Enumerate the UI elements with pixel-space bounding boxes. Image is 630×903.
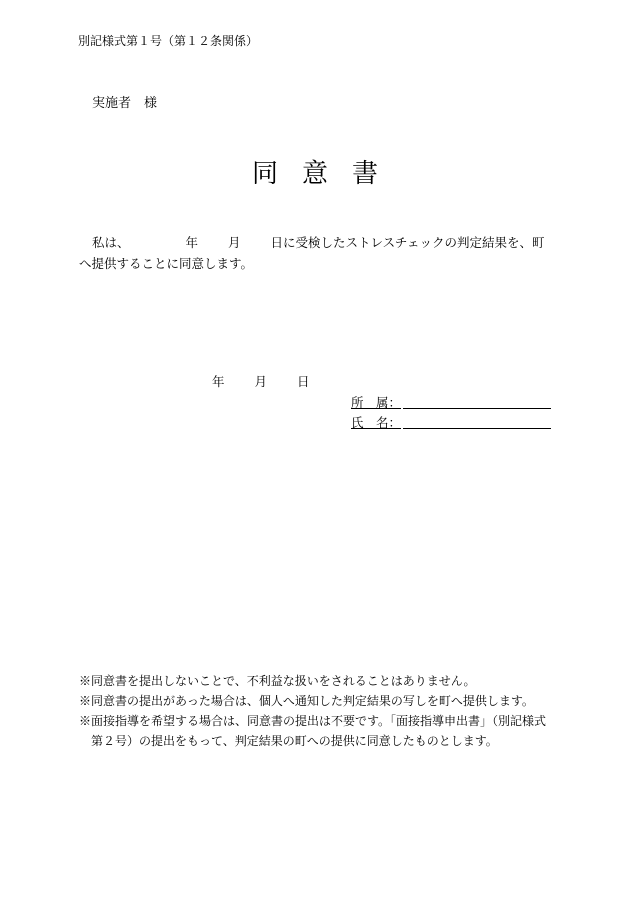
form-identifier: 別記様式第１号（第１２条関係） (78, 34, 259, 48)
document-title: 同意書 (251, 159, 402, 189)
addressee: 実施者 様 (92, 96, 158, 111)
notes-section (79, 671, 569, 751)
consent-line-1 (79, 232, 559, 253)
affiliation-input-line[interactable] (403, 394, 551, 409)
affiliation-field (351, 393, 551, 411)
note-item: ※同意書を提出しないことで、不利益な扱いをされることはありません。 (79, 674, 476, 688)
consent-body-line2: へ提供することに同意します。 (79, 256, 254, 271)
signature-date (212, 372, 310, 390)
signature-month-unit: 月 (254, 374, 268, 389)
name-label: 氏 名： (351, 415, 402, 430)
consent-year-unit: 年 (185, 235, 199, 250)
consent-month-unit: 月 (228, 235, 241, 250)
note-item: ※面接指導を希望する場合は、同意書の提出は不要です。「面接指導申出書」（別記様式 (79, 714, 547, 728)
note-item-continuation: 第２号）の提出をもって、判定結果の町への提供に同意したものとします。 (91, 734, 498, 748)
affiliation-label: 所 属： (351, 395, 402, 410)
signature-day-unit: 日 (297, 374, 310, 389)
note-item: ※同意書の提出があった場合は、個人へ通知した判定結果の写しを町へ提供します。 (79, 694, 534, 708)
name-field (351, 413, 551, 431)
consent-prefix: 私は、 (92, 235, 130, 250)
consent-body-line1: 日に受検したストレスチェックの判定結果を、町 (270, 235, 545, 250)
consent-statement (79, 232, 559, 274)
name-input-line[interactable] (403, 414, 551, 429)
signature-year-unit: 年 (212, 374, 225, 389)
